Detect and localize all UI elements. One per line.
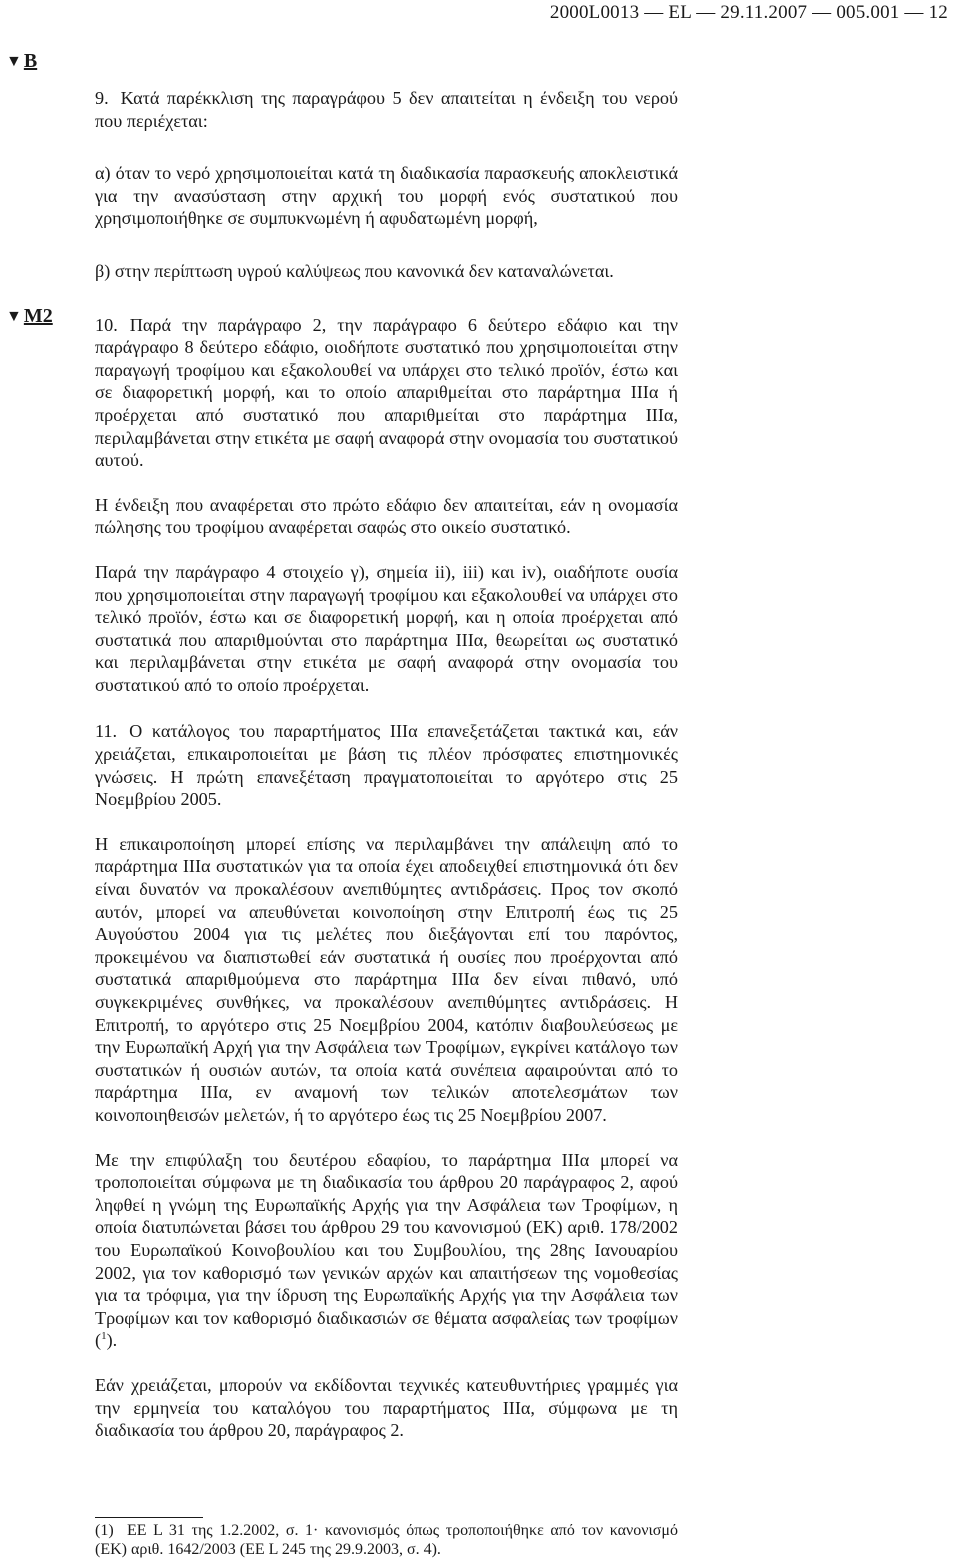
triangle-down-icon: ▼ xyxy=(6,53,22,70)
doc-version: 005.001 xyxy=(836,2,900,23)
amendment-marker-m2 xyxy=(6,305,53,328)
paragraph-number: 9. xyxy=(95,88,109,108)
footnote xyxy=(95,1521,678,1559)
paragraph-9b: β) στην περίπτωση υγρού καλύψεως που κανονικά δεν καταναλώνεται. xyxy=(95,260,614,281)
triangle-down-icon: ▼ xyxy=(6,308,22,325)
paragraph-text-end: ). xyxy=(106,1330,118,1351)
paragraph-10-2: Η ένδειξη που αναφέρεται στο πρώτο εδάφιο δεν απαιτείται, εάν η ονομασία πώλησης του τροφίμου αναφέρεται σαφώς στο οικείο συστατικό. xyxy=(95,494,678,538)
paragraph-number: 11. xyxy=(95,721,118,742)
document-body xyxy=(95,87,678,1442)
amendment-marker-b xyxy=(6,50,37,73)
marker-code-b: B xyxy=(23,50,38,72)
paragraph-text: Παρά την παράγραφο 2, την παράγραφο 6 δεύτερο εδάφιο και την παράγραφο 8 δεύτερο εδάφιο, οιοδήποτε συστατικό που χρησιμοποιείται στην παραγωγή τροφίμου και εξακολουθεί να υπάρχει στο τελικό προϊόν, έστω και σε διαφορετική μορφή, και το οποίο απαριθμείται στο παράρτημα ΙΙΙα ή προέρχεται από συστατικό που απαριθμείται στο παράρτημα ΙΙΙα, περιλαμβάνεται στην ετικέτα με σαφή αναφορά στην ονομασία του συστατικού αυτού. xyxy=(95,314,678,471)
footnote-text: ΕΕ L 31 της 1.2.2002, σ. 1· κανονισμός όπως τροποποιήθηκε από τον κανονισμό (ΕΚ) αριθ. 1642/2003 (ΕΕ L 245 της 29.9.2003, σ. 4). xyxy=(95,1522,678,1558)
page-header: 2000L0013 — EL — 29.11.2007 — 005.001 — 12 xyxy=(549,2,948,23)
footnote-divider xyxy=(95,1517,203,1518)
footnote-reference[interactable]: 1 xyxy=(101,1330,107,1343)
marker-code-m2: M2 xyxy=(23,305,53,327)
paragraph-text: Ο κατάλογος του παραρτήματος ΙΙΙα επανεξετάζεται τακτικά και, εάν χρειάζεται, επικαιροποιείται με βάση τις πλέον πρόσφατες επιστημονικές γνώσεις. Η πρώτη επανεξέταση πραγματοποιείται το αργότερο στις 25 Νοεμβρίου 2005. xyxy=(95,721,678,810)
paragraph-10 xyxy=(95,314,678,472)
paragraph-11-3 xyxy=(95,1149,678,1352)
paragraph-text: Κατά παρέκκλιση της παραγράφου 5 δεν απαιτείται η ένδειξη του νερού που περιέχεται: xyxy=(95,88,678,131)
paragraph-11-4: Εάν χρειάζεται, μπορούν να εκδίδονται τεχνικές κατευθυντήριες γραμμές για την ερμηνεία του καταλόγου του παραρτήματος ΙΙΙα, σύμφωνα με τη διαδικασία του άρθρου 20, παράγραφος 2. xyxy=(95,1374,678,1441)
paragraph-11 xyxy=(95,720,678,810)
paragraph-text: Με την επιφύλαξη του δευτέρου εδαφίου, το παράρτημα ΙΙΙα μπορεί να τροποποιείται σύμφωνα με τη διαδικασία του άρθρου 20 παράγραφος 2, αφού ληφθεί η γνώμη της Ευρωπαϊκής Αρχής για την Ασφάλεια των Τροφίμων, η οποία διατυπώνεται βάσει του άρθρου 29 του κανονισμού (ΕΚ) αριθ. 178/2002 του Ευρωπαϊκού Κοινοβουλίου και του Συμβουλίου, της 28ης Ιανουαρίου 2002, για τον καθορισμό των γενικών αρχών και απαιτήσεων της νομοθεσίας για τα τρόφιμα, για την ίδρυση της Ευρωπαϊκής Αρχής για την Ασφάλεια των Τροφίμων και τον καθορισμό διαδικασιών σε θέματα ασφαλείας των τροφίμων ( xyxy=(95,1149,678,1351)
paragraph-9a: α) όταν το νερό χρησιμοποιείται κατά τη διαδικασία παρασκευής αποκλειστικά για την ανασύσταση στην αρχική του μορφή ενός συστατικού που χρησιμοποιήθηκε σε συμπυκνωμένη ή αφυδατωμένη μορφή, xyxy=(95,163,678,229)
paragraph-11-2: Η επικαιροποίηση μπορεί επίσης να περιλαμβάνει την απάλειψη από το παράρτημα ΙΙΙα συστατικών για τα οποία έχει αποδειχθεί επιστημονικά ότι δεν είναι δυνατόν να προκαλέσουν ανεπιθύμητες αντιδράσεις. Προς τον σκοπό αυτόν, μπορεί να απευθύνεται κοινοποίηση στην Επιτροπή έως τις 25 Αυγούστου 2004 για τις μελέτες που διεξάγονται επί του παρόντος, προκειμένου να διαπιστωθεί εάν συστατικά ή ουσίες που προέρχονται από συστατικά απαριθμούμενα στο παράρτημα ΙΙΙα δεν είναι πιθανό, υπό συγκεκριμένες συνθήκες, να προκαλέσουν ανεπιθύμητες αντιδράσεις. Η Επιτροπή, το αργότερο στις 25 Νοεμβρίου 2004, κατόπιν διαβουλεύσεως με την Ευρωπαϊκή Αρχή για την Ασφάλεια των Τροφίμων, εγκρίνει κατάλογο των συστατικών ή ουσιών αυτών, τα οποία κατά συνέπεια αφαιρούνται από το παράρτημα ΙΙΙα, εν αναμονή των τελικών αποτελεσμάτων των κοινοποιηθεισών μελετών, ή το αργότερο έως τις 25 Νοεμβρίου 2007. xyxy=(95,833,678,1125)
doc-date: 29.11.2007 xyxy=(720,2,808,23)
paragraph-10-3: Παρά την παράγραφο 4 στοιχείο γ), σημεία ii), iii) και iv), οιαδήποτε ουσία που χρησιμοποιείται στην παραγωγή τροφίμου και εξακολουθεί να υπάρχει στο τελικό προϊόν, έστω και σε διαφορετική μορφή, και η οποία προέρχεται από συστατικά που απαριθμούνται στο παράρτημα ΙΙΙα, θεωρείται ως συστατικό και περιλαμβάνεται στην ετικέτα με σαφή αναφορά στην ονομασία του συστατικού από το οποίο προέρχεται. xyxy=(95,561,678,695)
footnote-number: (1) xyxy=(95,1522,114,1539)
paragraph-number: 10. xyxy=(95,314,118,335)
page-number: 12 xyxy=(928,2,948,23)
paragraph-9 xyxy=(95,87,678,132)
doc-language: EL xyxy=(668,2,692,23)
doc-id: 2000L0013 xyxy=(549,2,640,23)
